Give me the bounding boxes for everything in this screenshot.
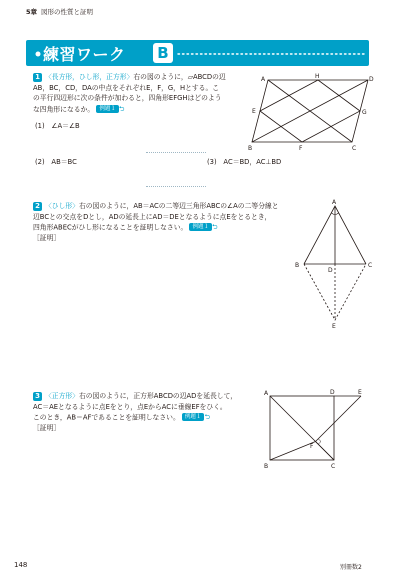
q3-example-badge[interactable]: 例題１ (182, 413, 205, 421)
q3-line1: 右の図のように，正方形ABCDの辺ADを延長して， (78, 392, 238, 400)
q3-line2: AC＝AEとなるように点Eをとり，点EからACに垂線EFをひく。 (33, 402, 227, 411)
q1-label-h: H (315, 73, 320, 80)
q1-line4: な四角形になるか。 (33, 104, 95, 113)
q1-sub1: (1) ∠A＝∠B (35, 122, 80, 130)
q2-label-c: C (368, 262, 373, 269)
q1-label-e: E (252, 108, 256, 115)
q2-label-a: A (332, 199, 337, 206)
q1-label-f: F (299, 145, 303, 152)
q1-label-c: C (352, 145, 357, 152)
q3-line3: このとき，AB＝AFであることを証明しなさい。 (33, 413, 180, 422)
q2-line3: 四角形ABECがひし形になることを証明しなさい。 (33, 223, 188, 232)
q3-label-e: E (358, 389, 362, 396)
q1-label-a: A (261, 76, 266, 83)
q3-figure (260, 386, 380, 470)
q1-text (33, 72, 248, 114)
q1-sub2: (2) AB＝BC (35, 158, 77, 166)
q1-line1: 右の図のように，▱ABCDの辺 (133, 73, 226, 81)
q3-tag: 〈正方形〉 (45, 392, 79, 400)
q1-divider-1 (146, 152, 206, 153)
q1-return-arrow-icon: ⮌ (118, 104, 125, 113)
q2-return-arrow-icon: ⮌ (211, 223, 218, 231)
banner-title: 練習ワーク (43, 45, 126, 64)
q1-label-b: B (248, 145, 253, 152)
q3-text (33, 391, 263, 433)
q1-sub3: (3) AC＝BD，AC⊥BD (207, 158, 282, 166)
chapter-label: 5章 (26, 8, 38, 16)
q3-label-d: D (330, 389, 335, 396)
q2-number: 2 (33, 202, 42, 211)
q1-diagonal-bd (252, 80, 368, 142)
q3-number: 3 (33, 392, 42, 401)
q3-proof-label: ［証明］ (33, 423, 61, 432)
q1-number: 1 (33, 73, 42, 82)
banner-dotted-rule (176, 52, 366, 56)
running-header (26, 7, 93, 16)
q1-label-d: D (369, 76, 374, 83)
q2-line1: 右の図のように，AB＝ACの二等辺三角形ABCの∠Aの二等分線と (78, 202, 279, 210)
q3-label-f: F (310, 443, 314, 450)
q2-example-badge[interactable]: 例題１ (189, 223, 212, 231)
q1-line3: の平行四辺形に次の条件が加わると，四角形EFGHはどのよう (33, 94, 222, 102)
q2-proof-label: ［証明］ (33, 233, 61, 242)
q2-label-e: E (332, 323, 336, 330)
q3-label-c: C (331, 463, 336, 470)
q2-label-b: B (295, 262, 300, 269)
q1-figure (248, 72, 380, 152)
q3-label-a: A (264, 390, 269, 397)
q2-line2: 辺BCとの交点をDとし，ADの延長上にAD＝DEとなるように点Eをとるとき， (33, 212, 272, 221)
q1-example-badge[interactable]: 例題１ (96, 105, 119, 113)
banner-bullet-left-icon (34, 50, 42, 58)
q2-label-d: D (328, 267, 333, 274)
q2-text (33, 201, 303, 243)
section-banner (26, 40, 369, 66)
banner-badge: B (153, 43, 173, 63)
q3-label-b: B (264, 463, 269, 470)
q2-tag: 〈ひし形〉 (45, 202, 79, 210)
q3-right-angle-mark (318, 439, 321, 445)
q3-segment-bf (270, 442, 316, 461)
page-number: 148 (14, 561, 28, 569)
q1-divider-2 (146, 186, 206, 187)
footer-note: 別冊数2 (340, 564, 362, 571)
q3-return-arrow-icon: ⮌ (204, 413, 211, 421)
q1-line2: AB，BC，CD，DAの中点をそれぞれE，F，G，Hとする。こ (33, 83, 220, 92)
q2-figure (290, 196, 380, 332)
q3-perpendicular-ef (316, 396, 362, 442)
q1-label-g: G (362, 109, 367, 116)
chapter-title: 図形の性質と証明 (41, 8, 94, 16)
q1-tag: 〈長方形，ひし形，正方形〉 (45, 73, 134, 81)
